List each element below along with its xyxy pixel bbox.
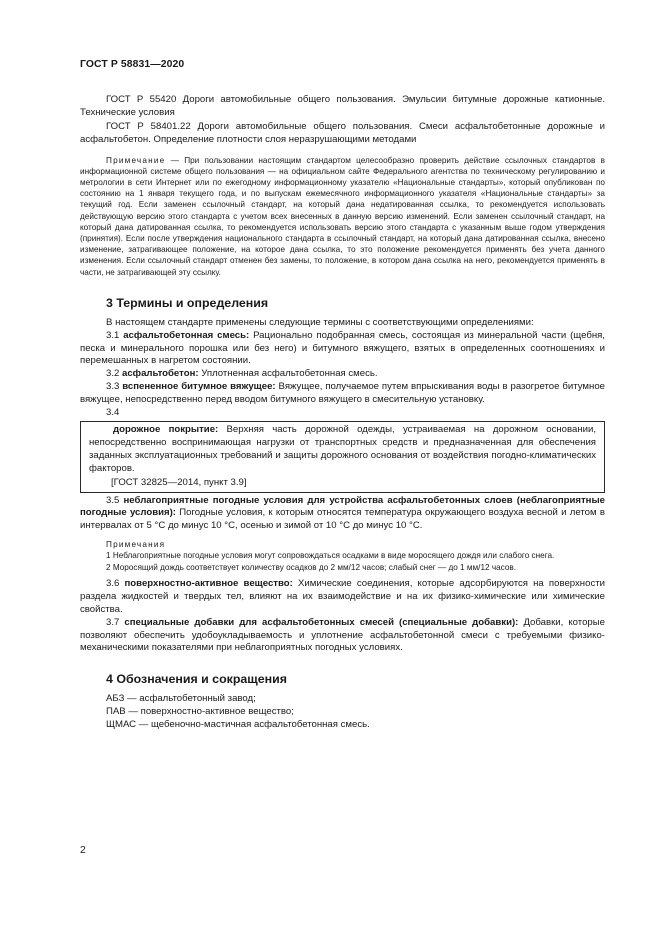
term-definition: Рационально подобранная смесь, состоящая из минеральной части (щебня, песка и минерального порошка или без него) и битумного вяжущего, взятых в определенных соотношениях и перемешанных в нагретом состоянии.	[80, 329, 605, 367]
note-item-1: 1 Неблагоприятные погодные условия могут сопровождаться осадками в виде моросящего дождя или слабого снега.	[106, 551, 555, 561]
reference-gost-58401-22: ГОСТ Р 58401.22 Дороги автомобильные общего пользования. Смеси асфальтобетонные дорожные и асфальтобетон. Определение плотности слоя неразрушающими методами	[80, 120, 605, 145]
term-number: 3.5	[106, 494, 124, 506]
term-3-4-number: 3.4	[106, 407, 120, 419]
note-item-2: 2 Моросящий дождь соответствует количеству осадков до 2 мм/12 часов; слабый снег — до 1 мм/12 часов.	[106, 562, 517, 572]
abbreviation-item: ПАВ — поверхностно-активное вещество;	[106, 706, 294, 718]
term-number: 3.2	[106, 368, 123, 380]
term-3-2	[80, 368, 605, 381]
term-name: дорожное покрытие:	[113, 424, 219, 436]
term-name: неблагоприятные погодные условия для устройства асфальтобетонных слоев (неблагоприятные погодные условия):	[80, 494, 605, 519]
section-4-title: 4 Обозначения и сокращения	[106, 672, 287, 687]
section-3-intro: В настоящем стандарте применены следующие термины с соответствующими определениями:	[106, 316, 534, 328]
term-definition: Уплотненная асфальтобетонная смесь.	[198, 368, 378, 380]
note-label: Примечание	[106, 155, 166, 165]
term-number: 3.7	[106, 616, 125, 628]
term-name: специальные добавки для асфальтобетонных смесей (специальные добавки):	[124, 616, 519, 628]
term-3-6	[80, 578, 605, 617]
abbreviation-item: ЩМАС — щебеночно-мастичная асфальтобетонная смесь.	[106, 719, 370, 731]
term-number: 3.3	[106, 381, 123, 393]
term-3-1	[80, 330, 605, 369]
reference-gost-55420: ГОСТ Р 55420 Дороги автомобильные общего пользования. Эмульсии битумные дорожные катионные. Технические условия	[80, 94, 605, 118]
term-definition: Вяжущее, получаемое путем впрыскивания воды в разогретое битумное вяжущее, непосредственно перед вводом битумного вяжущего в смесительную установку.	[80, 381, 605, 406]
document-header: ГОСТ Р 58831—2020	[80, 59, 185, 70]
abbreviation-item: АБЗ — асфальтобетонный завод;	[106, 693, 256, 705]
term-name: асфальтобетонная смесь:	[123, 329, 250, 341]
term-3-7	[80, 617, 605, 656]
term-name: асфальтобетон:	[122, 368, 199, 380]
term-source-reference: [ГОСТ 32825—2014, пункт 3.9]	[111, 476, 247, 488]
section-3-title: 3 Термины и определения	[106, 295, 269, 310]
notes-label: Примечания	[106, 540, 166, 550]
normative-references-note	[80, 155, 605, 278]
term-name: поверхностно-активное вещество:	[124, 577, 293, 589]
term-3-3	[80, 381, 605, 407]
quoted-term-frame	[80, 421, 605, 493]
term-3-5	[80, 495, 605, 534]
term-definition: Верхняя часть дорожной одежды, устраиваемая на дорожном основании, непосредственно воспринимающая нагрузки от транспортных средств и предназначенная для обеспечения заданных эксплуатационных требований и защиты дорожного основания от воздействия погодно-климатических факторов.	[89, 424, 597, 474]
term-definition: Химические соединения, которые адсорбируются на поверхности раздела жидкостей и твердых тел, влияют на их взаимодействие и на их физико-химические или химические свойства.	[80, 577, 605, 615]
term-name: вспененное битумное вяжущее:	[122, 381, 276, 393]
page-content	[80, 94, 605, 732]
term-definition: Добавки, которые позволяют обеспечить удобоукладываемость и уплотнение асфальтобетонной смеси с требуемыми физико-механическими показателями при неблагоприятных погодных условиях.	[80, 616, 605, 654]
term-number: 3.1	[106, 329, 124, 341]
term-3-4	[89, 424, 596, 476]
page-number: 2	[80, 845, 86, 856]
note-text: — При пользовании настоящим стандартом целесообразно проверить действие ссылочных стандартов в информационной системе общего пользования — на официальном сайте Федерального агентства по техническому регулированию и метрологии в сети Интернет или по ежегодному информационному указателю «Национальные стандарты», который опубликован по состоянию на 1 января текущего года, и по выпускам ежемесячного информационного указателя «Национальные стандарты» за текущий год. Если заменен ссылочный стандарт, на который дана недатированная ссылка, то рекомендуется использовать действующую версию этого стандарта с учетом всех внесенных в данную версию изменений. Если заменен ссылочный стандарт, на который дана датированная ссылка, то рекомендуется использовать версию этого стандарта с указанным выше годом утверждения (принятия). Если после утверждения национального стандарта в ссылочный стандарт, на который дана датированная ссылка, внесено изменение, затрагивающее положение, на которое дана ссылка, то это положение рекомендуется применять без учета данного изменения. Если ссылочный стандарт отменен без замены, то положение, в котором дана ссылка на него, рекомендуется применять в части, не затрагивающей эту ссылку.	[80, 155, 605, 277]
term-number: 3.6	[106, 577, 125, 589]
term-definition: Погодные условия, к которым относятся температура окружающего воздуха весной и летом в интервалах от 5 °С до минус 10 °С, осенью и зимой от 10 °С до минус 10 °С.	[80, 507, 605, 532]
